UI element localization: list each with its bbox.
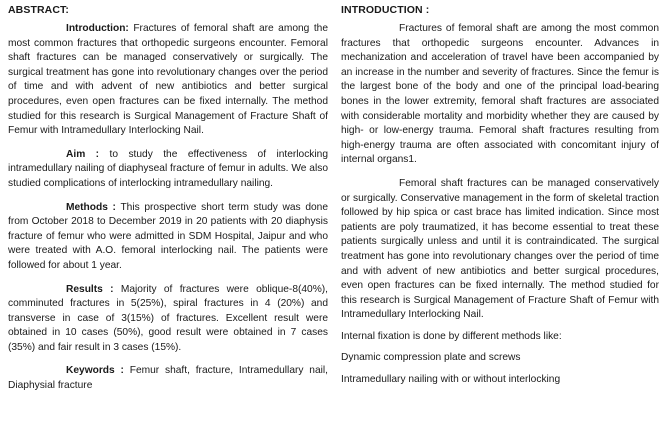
introduction-paragraph-2: Femoral shaft fractures can be managed conservatively or surgically. Conservative management in the form of skeletal traction followed by hip spica or cast brace has limited indication. Since most patients are poly traumatized, it has become essential to treat these patients surgically unless and until it is contraindicated. The surgical treatment has gone into revolutionary changes over the period of time and with advent of new antibiotics and better surgical procedures, even open fractures can be fixed internally. The method studied for this research is Surgical Management of Fracture Shaft of Femur with Intramedullary Interlocking Nail. <box>341 177 659 321</box>
abstract-column <box>8 4 328 394</box>
keywords-label: Keywords : <box>66 365 124 377</box>
aim-label: Aim : <box>66 148 100 160</box>
abstract-heading: ABSTRACT: <box>8 4 69 16</box>
abstract-results <box>8 283 328 356</box>
aim-text: to study the effectiveness of interlocking intramedullary nailing of diaphyseal fracture of femur in adults. We also studied complications of interlocking intramedullary nailing. <box>8 148 328 189</box>
methods-text: This prospective short term study was done from October 2018 to December 2019 in 20 patients with 20 diaphysis fracture of femur who were admitted in SDM Hospital, Jaipur and who were treated with A.O. femoral interlocking nail. The patients were followed for about 1 year. <box>8 201 328 271</box>
introduction-line-2: Dynamic compression plate and screws <box>341 352 521 364</box>
introduction-column <box>341 4 659 388</box>
introduction-line-3: Intramedullary nailing with or without interlocking <box>341 374 561 386</box>
methods-label: Methods : <box>66 201 116 213</box>
introduction-paragraph-1: Fractures of femoral shaft are among the most common fractures that orthopedic surgeons encounter. Advances in mechanization and acceleration of travel have been accompanied by an increase in the number and severity of fractures. Since the femur is the largest bone of the body and one of the principal load-bearing bones in the lower extremity, femoral shaft fractures are associated with considerable mortality and morbidity whether they are caused by high- or low-energy trauma. Femoral shaft fractures resulting from high-energy trauma are often associated with concomitant injury of internal organs1. <box>341 23 659 166</box>
introduction-line-1: Internal fixation is done by different methods like: <box>341 330 562 342</box>
results-label: Results : <box>66 283 114 295</box>
abstract-aim <box>8 148 328 192</box>
results-text: Majority of fractures were oblique-8(40%), comminuted fractures in 5(25%), spiral fractures in 4 (20%) and transverse in case of 3(15%) of fractures. Excellent result were obtained in 10 cases (50%), good result were obtained in 7 cases (35%) and fair result in 3 cases (15%). <box>8 283 328 353</box>
abstract-methods <box>8 201 328 274</box>
abstract-keywords <box>8 364 328 393</box>
keywords-text: Femur shaft, fracture, Intramedullary nail, Diaphysial fracture <box>8 365 328 392</box>
introduction-heading: INTRODUCTION : <box>341 4 430 16</box>
introduction-label: Introduction: <box>66 23 129 34</box>
introduction-text: Fractures of femoral shaft are among the most common fractures that orthopedic surgeons encounter. Femoral shaft fractures can be managed conservatively or surgically. The surgical treatment has gone into revolutionary changes over the period of time and with advent of new antibiotics and better surgical procedures, even open fractures can be fixed internally. The method studied for this research is Surgical Management of Fracture Shaft of Femur with Intramedullary Interlocking Nail. <box>8 23 328 137</box>
abstract-introduction <box>8 22 328 139</box>
